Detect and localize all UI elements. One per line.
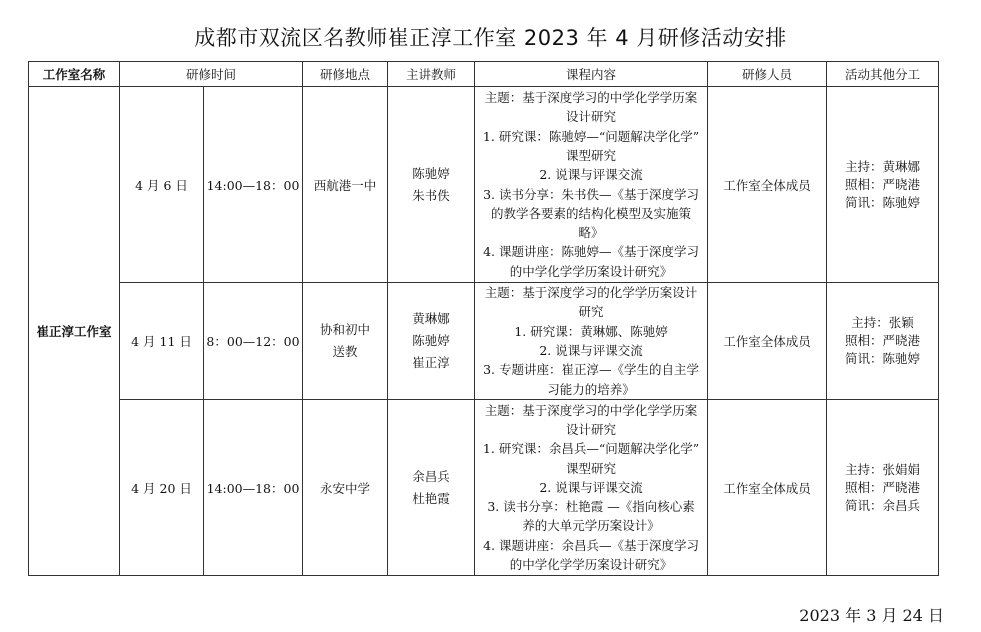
cell-line: 主题：基于深度学习的化学学历案设计	[484, 285, 698, 301]
cell-line: 简讯：陈驰婷	[845, 351, 921, 366]
cell-line: 4. 课题讲座：余昌兵—《基于深度学习	[483, 537, 699, 553]
staff-cell: 工作室全体成员	[708, 283, 827, 400]
document-title: 成都市双流区名教师崔正淳工作室 2023 年 4 月研修活动安排	[194, 26, 787, 50]
date-cell: 4 月 6 日	[120, 87, 204, 283]
roles-cell	[827, 400, 939, 576]
cell-line: 简讯：陈驰婷	[845, 194, 921, 210]
cell-line: 4. 课题讲座：陈驰婷—《基于深度学习	[483, 244, 699, 260]
date-cell: 4 月 11 日	[120, 283, 204, 400]
cell-line: 1. 研究课：余昌兵—“问题解决学化学”	[482, 441, 700, 457]
cell-line: 照相：严晓港	[845, 479, 921, 495]
cell-line: 2. 说课与评课交流	[539, 343, 643, 358]
cell-line: 陈驰婷	[412, 165, 450, 181]
cell-line: 照相：严晓港	[845, 333, 921, 348]
schedule-table	[28, 61, 939, 576]
cell-line: 送教	[332, 344, 358, 359]
cell-line: 陈驰婷	[412, 333, 450, 348]
cell-line: 习能力的培养》	[547, 381, 635, 397]
content-cell	[475, 400, 708, 576]
location-cell	[303, 87, 388, 283]
cell-line: 主题：基于深度学习的中学化学学历案	[484, 90, 698, 106]
cell-line: 3. 读书分享：朱书佚—《基于深度学习	[483, 186, 699, 202]
cell-line: 黄琳娜	[412, 311, 450, 326]
staff-cell: 工作室全体成员	[708, 400, 827, 576]
header-teacher: 主讲教师	[388, 62, 475, 87]
header-location: 研修地点	[303, 62, 388, 87]
cell-line: 3. 读书分享：杜艳霞 —《指向核心素	[487, 499, 695, 515]
cell-line: 的中学化学学历案设计研究》	[509, 263, 673, 279]
table-row	[29, 283, 939, 400]
time-cell: 8：00—12：00	[204, 283, 303, 400]
cell-line: 照相：严晓港	[845, 176, 921, 192]
cell-line: 研究	[578, 304, 604, 320]
cell-line: 永安中学	[320, 480, 371, 496]
roles-cell	[827, 87, 939, 283]
cell-line: 略》	[578, 225, 604, 241]
time-cell: 14:00—18：00	[204, 87, 303, 283]
cell-line: 主持：黄琳娜	[845, 158, 921, 174]
teachers-cell	[388, 283, 475, 400]
cell-line: 朱书佚	[412, 187, 450, 203]
cell-line: 1. 研究课：黄琳娜、陈驰婷	[514, 323, 668, 339]
staff-cell: 工作室全体成员	[708, 87, 827, 283]
time-cell: 14:00—18：00	[204, 400, 303, 576]
cell-line: 的中学化学学历案设计研究》	[509, 557, 673, 573]
header-staff: 研修人员	[708, 62, 827, 87]
cell-line: 课型研究	[566, 460, 617, 476]
cell-line: 2. 说课与评课交流	[539, 479, 643, 495]
cell-line: 课型研究	[566, 147, 617, 163]
cell-line: 简讯：余昌兵	[845, 497, 921, 513]
header-roles: 活动其他分工	[827, 62, 939, 87]
location-cell	[303, 283, 388, 400]
cell-line: 3. 专题讲座：崔正淳—《学生的自主学	[483, 362, 699, 378]
studio-name-cell: 崔正淳工作室	[29, 87, 120, 576]
teachers-cell	[388, 400, 475, 576]
cell-line: 崔正淳	[412, 355, 450, 370]
footer-date: 2023 年 3 月 24 日	[799, 606, 944, 625]
header-row	[29, 62, 939, 87]
cell-line: 2. 说课与评课交流	[539, 167, 643, 183]
cell-line: 的教学各要素的结构化模型及实施策	[491, 205, 692, 221]
table-row	[29, 400, 939, 576]
header-time: 研修时间	[120, 62, 303, 87]
cell-line: 主持：张娟娟	[845, 461, 921, 477]
cell-line: 杜艳霞	[412, 490, 450, 506]
cell-line: 1. 研究课：陈驰婷—“问题解决学化学”	[482, 128, 700, 144]
location-cell	[303, 400, 388, 576]
header-content: 课程内容	[475, 62, 708, 87]
cell-line: 养的大单元学历案设计》	[522, 518, 660, 534]
cell-line: 主持：张颖	[851, 315, 914, 330]
cell-line: 余昌兵	[412, 468, 450, 484]
cell-line: 设计研究	[566, 109, 617, 125]
cell-line: 主题：基于深度学习的中学化学学历案	[484, 402, 698, 418]
teachers-cell	[388, 87, 475, 283]
table-row	[29, 87, 939, 283]
cell-line: 协和初中	[320, 322, 371, 337]
cell-line: 西航港一中	[313, 177, 377, 193]
content-cell	[475, 283, 708, 400]
content-cell	[475, 87, 708, 283]
roles-cell	[827, 283, 939, 400]
header-studio: 工作室名称	[29, 62, 120, 87]
cell-line: 设计研究	[566, 421, 617, 437]
date-cell: 4 月 20 日	[120, 400, 204, 576]
